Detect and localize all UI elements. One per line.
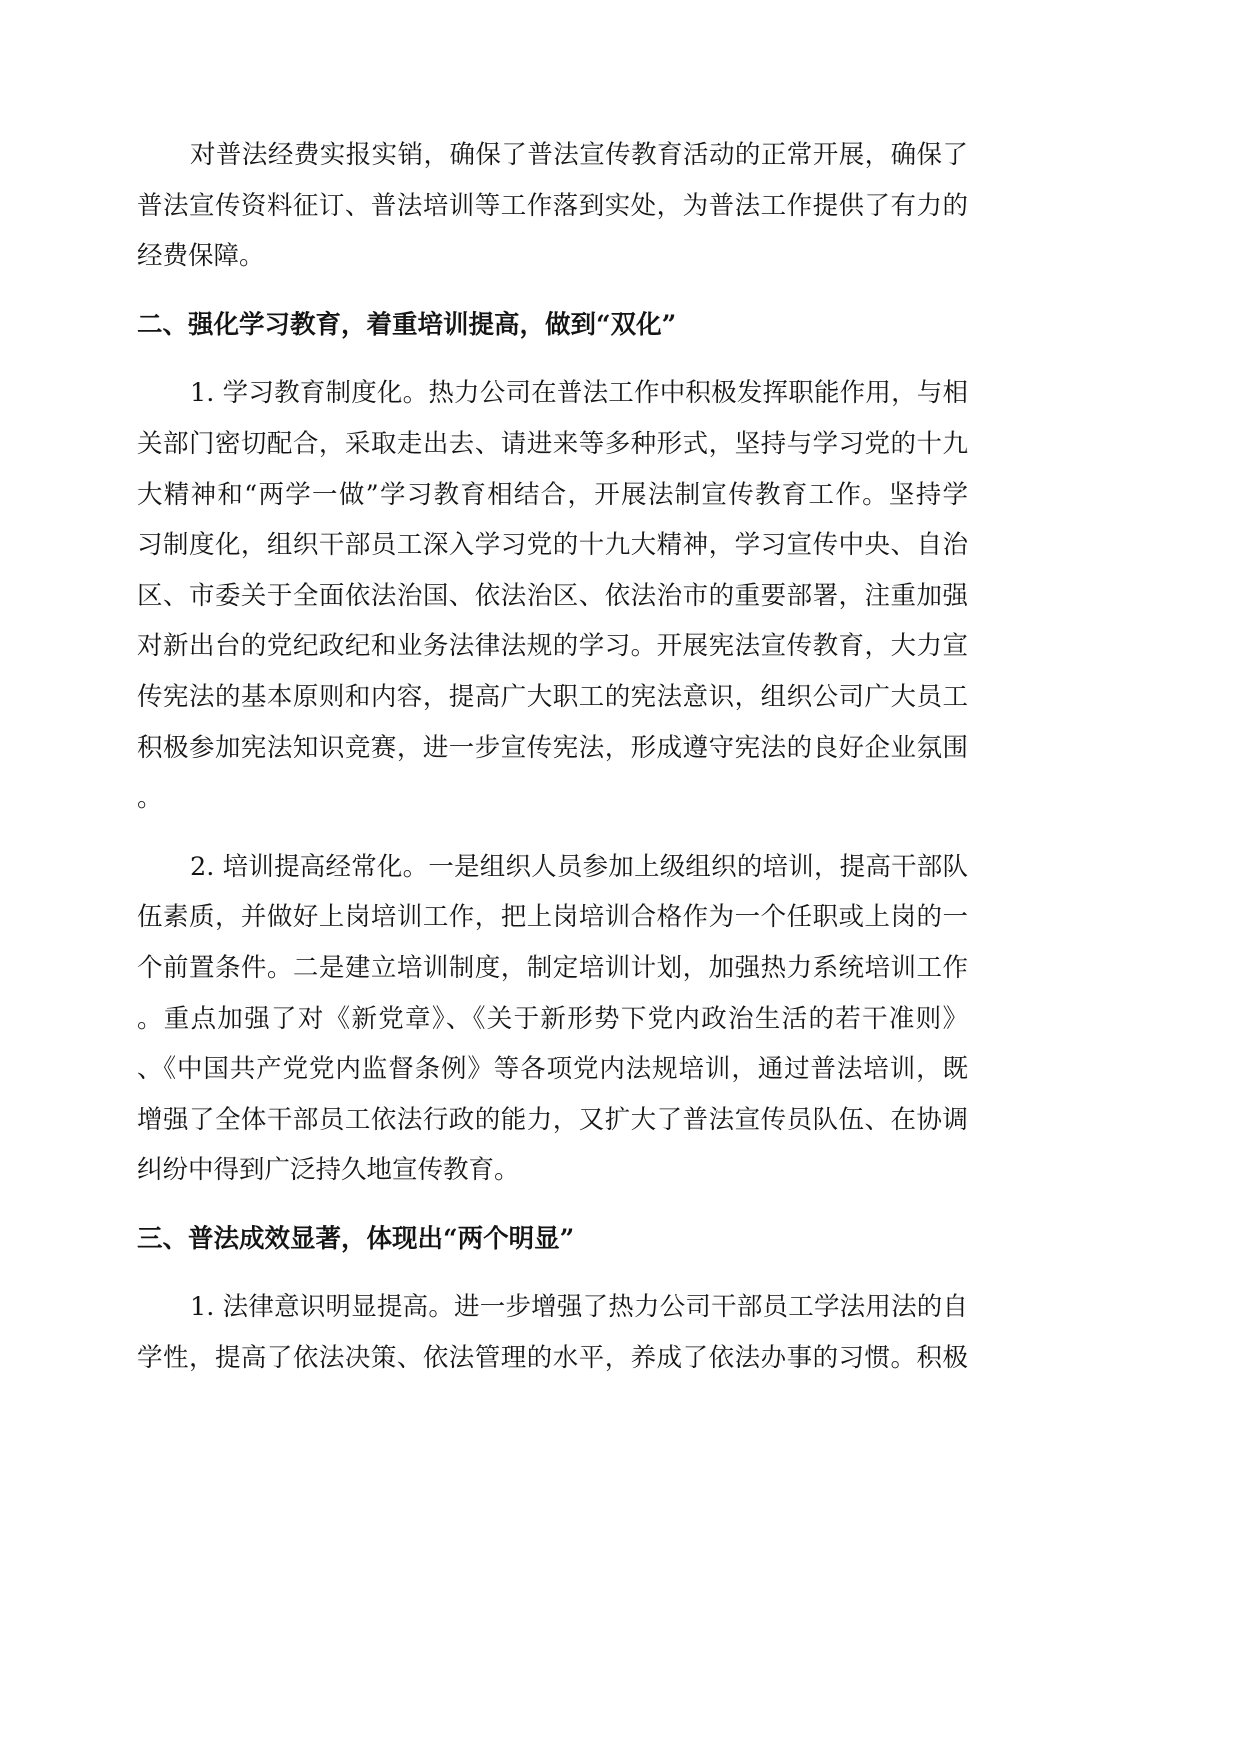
text-line: 普法宣传资料征订、普法培训等工作落到实处，为普法工作提供了有力的 bbox=[137, 190, 968, 221]
paragraph bbox=[137, 1282, 968, 1383]
paragraph bbox=[137, 130, 968, 282]
text-line: 经费保障。 bbox=[137, 241, 265, 272]
text-line: 、《中国共产党党内监督条例》等各项党内法规培训，通过普法培训，既 bbox=[137, 1054, 968, 1085]
text-line: 伍素质，并做好上岗培训工作，把上岗培训合格作为一个任职或上岗的一 bbox=[137, 902, 968, 933]
section-heading-text: 二、强化学习教育，着重培训提高，做到“双化” bbox=[137, 309, 677, 340]
text-line: 1. 学习教育制度化。热力公司在普法工作中积极发挥职能作用，与相 bbox=[190, 378, 968, 409]
text-line: 习制度化，组织干部员工深入学习党的十九大精神，学习宣传中央、自治 bbox=[137, 530, 968, 561]
text-line: 增强了全体干部员工依法行政的能力，又扩大了普法宣传员队伍、在协调 bbox=[137, 1104, 968, 1135]
section-heading bbox=[137, 1214, 968, 1265]
document-body bbox=[137, 130, 968, 1384]
text-line: 关部门密切配合，采取走出去、请进来等多种形式，坚持与学习党的十九 bbox=[137, 428, 968, 459]
text-line: 学性，提高了依法决策、依法管理的水平，养成了依法办事的习惯。积极 bbox=[137, 1343, 968, 1374]
paragraph bbox=[137, 842, 968, 1196]
text-line: 积极参加宪法知识竞赛，进一步宣传宪法，形成遵守宪法的良好企业氛围 bbox=[137, 732, 968, 763]
text-line: 个前置条件。二是建立培训制度，制定培训计划，加强热力系统培训工作 bbox=[137, 952, 968, 983]
text-line: 1. 法律意识明显提高。进一步增强了热力公司干部员工学法用法的自 bbox=[190, 1292, 968, 1323]
paragraph bbox=[137, 368, 968, 823]
text-line: 纠纷中得到广泛持久地宣传教育。 bbox=[137, 1155, 520, 1186]
text-line: 2. 培训提高经常化。一是组织人员参加上级组织的培训，提高干部队 bbox=[190, 851, 968, 882]
text-line: 区、市委关于全面依法治国、依法治区、依法治市的重要部署，注重加强 bbox=[137, 580, 968, 611]
text-line: 对新出台的党纪政纪和业务法律法规的学习。开展宪法宣传教育，大力宣 bbox=[137, 631, 968, 662]
text-line: 对普法经费实报实销，确保了普法宣传教育活动的正常开展，确保了 bbox=[190, 140, 968, 170]
section-heading bbox=[137, 300, 968, 351]
section-heading-text: 三、普法成效显著，体现出“两个明显” bbox=[137, 1223, 575, 1254]
text-line: 。 bbox=[137, 783, 163, 814]
text-line: 。重点加强了对《新党章》、《关于新形势下党内政治生活的若干准则》 bbox=[137, 1003, 968, 1034]
text-line: 大精神和“两学一做”学习教育相结合，开展法制宣传教育工作。坚持学 bbox=[137, 479, 968, 510]
text-line: 传宪法的基本原则和内容，提高广大职工的宪法意识，组织公司广大员工 bbox=[137, 681, 968, 712]
